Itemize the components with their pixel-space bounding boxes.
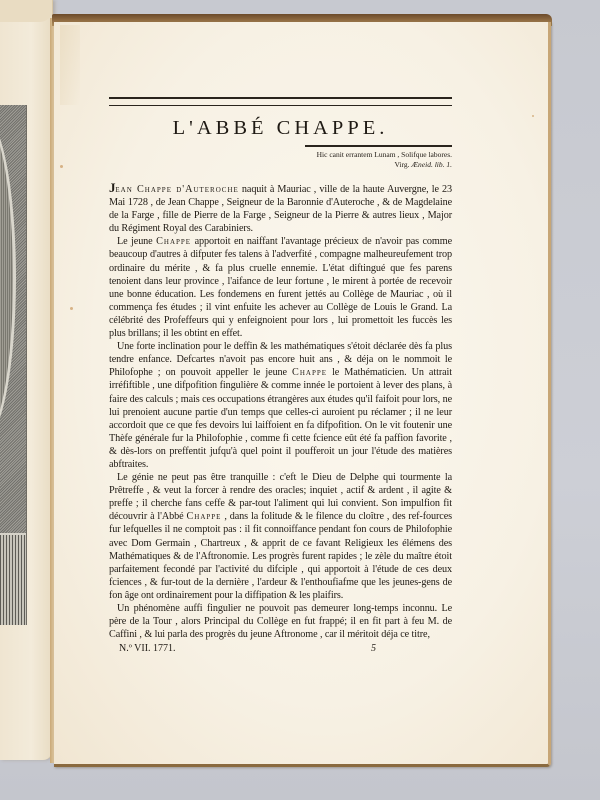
epigraph-source-prefix: Virg. xyxy=(394,160,410,169)
page-title: L'ABBÉ CHAPPE. xyxy=(172,117,389,139)
page-content xyxy=(109,97,452,657)
paragraph xyxy=(109,181,452,235)
paragraph-lead: Un phénomène auffi fingulier ne pouvoit pas demeurer long-temps inconnu. Le père de la Tour , alors Principal du Collège en fut frappé; il en fit part à feu M. de Caffini , & lui parla des progrès du jeune Aftronome , car il méritoit déja ce titre, xyxy=(109,603,452,641)
subject-name: Chappe xyxy=(186,511,222,523)
body-text xyxy=(109,181,452,641)
paragraph xyxy=(109,602,452,641)
page-number: 5 xyxy=(371,643,376,655)
epigraph-line: Hic canit errantem Lunam , Solifque labores. xyxy=(316,150,452,159)
paragraph-text: le Mathématicien. Un attrait irréfiftible , une difpofition fingulière & comme innée le portoient à lever des plans, à faire des calculs ; mais ces occupations étrangères aux études qu'il faifoit pour lors, ne lui prenoient aucune partie d'un temps que celles-ci auroient pu réclamer ; il ne leur accordoit que ce que fes devoirs lui laiffoient en fa difpofition. On le vit foutenir une Thèfe générale fur la Philofophie , comme fi cette fcience eût été fa paffion favorite , & dès-lors on preffentit jufqu'à quel point il poufferoit un jour l'étude des matières abftraites. xyxy=(109,367,452,470)
top-double-rule xyxy=(109,97,452,106)
epigraph-source-work: Æneid. lib. 1. xyxy=(411,160,452,169)
paragraph-lead: Le jeune xyxy=(117,236,157,248)
drop-cap: J xyxy=(109,180,116,195)
paragraph-text: , dans la folitude & le filence du cloître , des ref-fources fur lefquelles il ne comptoit pas : il fit connoiffance pendant fon cours de Philofophie avec Dom Germain , Chartreux , & apprit de ce favant Religieux les élémens des Mathématiques & de l'Aftronomie. Les progrès furent rapides ; le zèle du maître étoit parfaitement fecondé par l'activité du difciple , qui apportoit à l'étude de ces deux fciences , & fur-tout de la dernière , l'ardeur & l'enthoufiafme que les jeunes-gens de fon âge ont ordinairement pour la diffipation & les plaifirs. xyxy=(109,511,452,601)
foxing-spot xyxy=(60,165,63,168)
foxing-spot xyxy=(532,115,534,117)
subject-name: Chappe xyxy=(156,236,192,248)
paragraph xyxy=(109,340,452,471)
facing-page-engraving xyxy=(0,0,53,760)
paragraph xyxy=(109,471,452,602)
engraving-pedestal xyxy=(0,533,26,625)
foxing-spot xyxy=(70,307,73,310)
epigraph-source xyxy=(305,160,452,170)
paragraph-text: naquit à Mauriac , ville de la haute Auvergne, le 23 Mai 1728 , de Jean Chappe , Seigneur de la Baronnie d'Auteroche , & de Magdelaine de la Farge , fille de Pierre de la Farge , Seigneur de la Pierre & autres lieux , Major du Régiment Royal des Carabiniers. xyxy=(109,184,452,235)
signature-mark: N.º VII. 1771. xyxy=(119,643,176,655)
page-fold-shadow xyxy=(60,25,80,105)
portrait-oval-frame xyxy=(0,115,16,441)
facing-page-corner xyxy=(0,0,52,22)
portrait-engraving xyxy=(0,105,27,625)
subject-name: ean Chappe d'Auteroche xyxy=(115,184,239,195)
paragraph-text: apportoit en naiffant l'avantage précieux de n'avoir pas comme beaucoup d'autres à difputer fes talens à l'adverfité , compagne malheureufement trop ordinaire du mérite , & fa plus cruelle ennemie. L'état diftingué que fes parens tenoient dans leur province , l'aifance de leur fortune , le mirent à portée de recevoir une bonne éducation. Les fondemens en furent jettés au Collège de Mauriac , où il commença fes études ; il vint enfuite les achever au Collège de Louis le Grand. La célébrité des Profeffeurs qui y enfeignoient pour lors , lui promettoit les fuccès les plus brillans; il les obtint en effet. xyxy=(109,236,452,340)
paragraph-lead: Le génie ne peut pas être tranquille : c'eft le Dieu de Delphe qui tourmente la Prêtreffe , & veut la forcer à rendre des oracles; inquiet , actif & ardent , il agite & preffe ; il cherche fans ceffe & par-tout l'aliment qui lui convient. Son impulfion fit découvrir à l'Abbé xyxy=(109,472,452,523)
page-footer xyxy=(109,643,452,657)
paragraph xyxy=(109,235,452,340)
subject-name: Chappe xyxy=(292,367,328,379)
epigraph xyxy=(305,145,452,170)
paragraph-lead: Une forte inclination pour le deffin & les mathématiques s'étoit déclarée dès fa plus tendre enfance. Defcartes n'avoit pas encore huit ans , & déja on le nommoit le Philofophe ; on pouvoit appeller le jeune xyxy=(109,341,452,379)
